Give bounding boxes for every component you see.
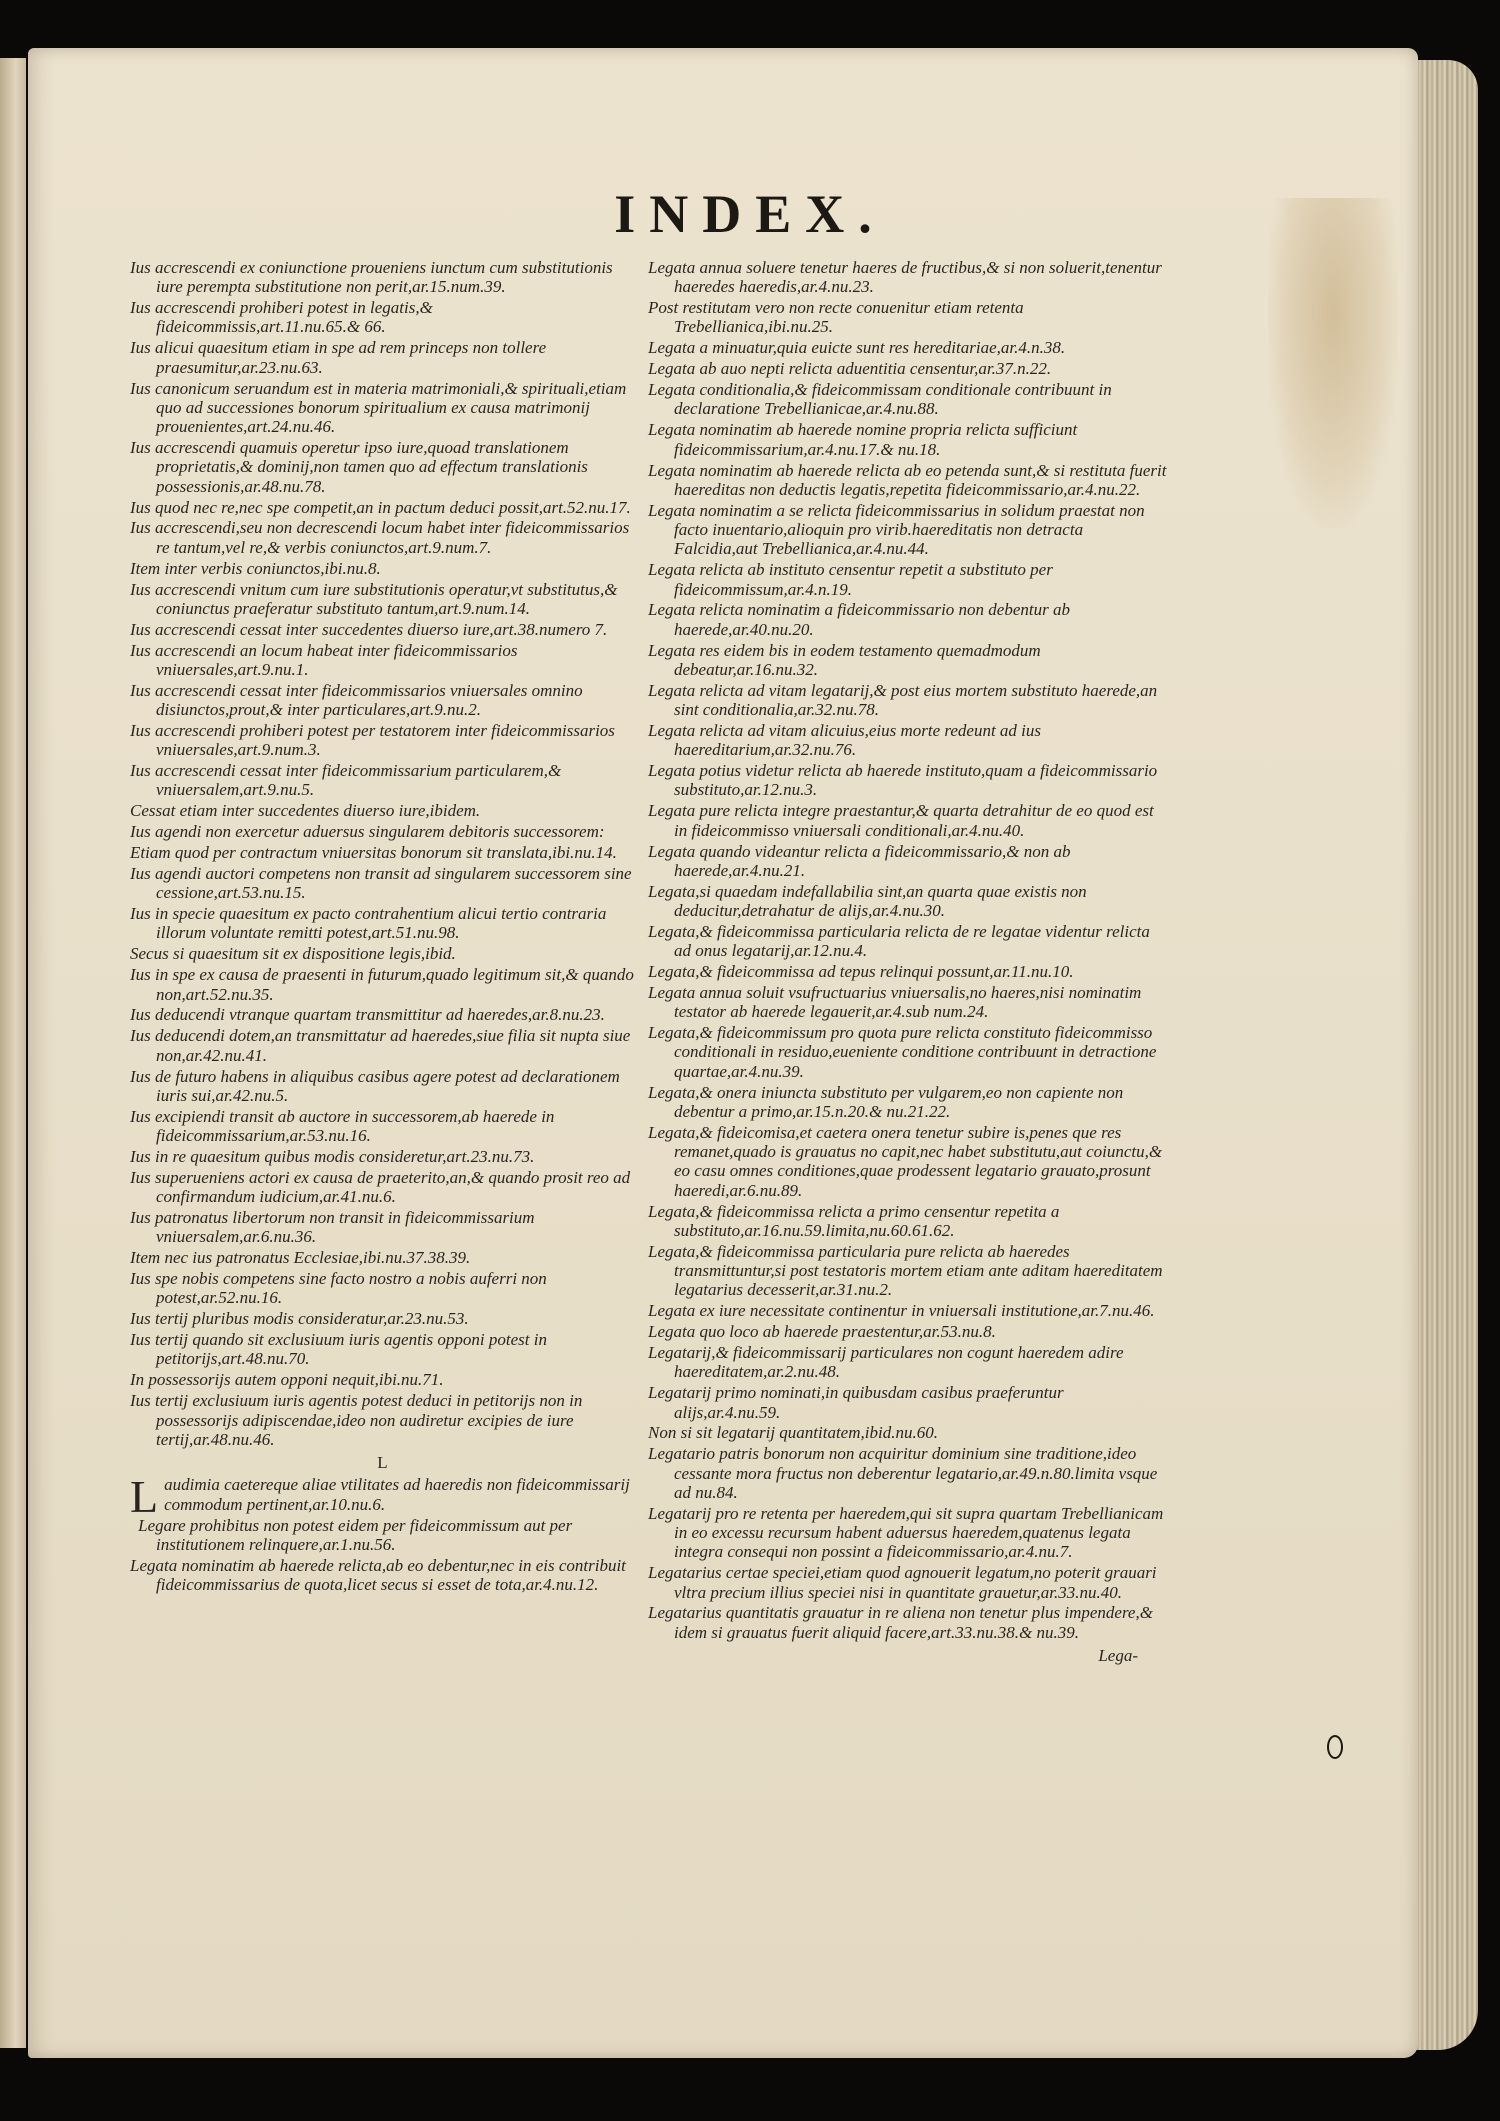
index-entry: Item nec ius patronatus Ecclesiae,ibi.nu.37.38.39.	[130, 1248, 471, 1268]
index-entry: Legata,si quaedam indefallabilia sint,an quarta quae existis non deducitur,detrahatur de alijs,ar.4.nu.30.	[648, 881, 1087, 920]
index-entry: Post restitutam vero non recte conuenitur etiam retenta Trebellianica,ibi.nu.25.	[648, 298, 1024, 337]
index-entry: Secus si quaesitum sit ex dispositione legis,ibid.	[130, 944, 456, 964]
index-entry: In possessorijs autem opponi nequit,ibi.nu.71.	[130, 1370, 444, 1390]
index-entry: Ius accrescendi cessat inter fideicommissarium particularem,& vniuersalem,art.9.nu.5.	[130, 761, 562, 800]
index-entry: Legata pure relicta integre praestantur,& quarta detrahitur de eo quod est in fideicommisso vniuersali conditionali,ar.4.nu.40.	[648, 801, 1154, 840]
dropcap-entry	[130, 1471, 635, 1523]
left-entries-after	[130, 1516, 635, 1595]
index-entry: Legare prohibitus non potest eidem per fideicommissum aut per institutionem relinquere,ar.1.nu.56.	[138, 1515, 573, 1554]
index-entry: Legata potius videtur relicta ab haerede instituto,quam a fideicommissario substituto,ar.12.nu.3.	[648, 761, 1158, 800]
index-entry: Ius superueniens actori ex causa de praeterito,an,& quando prosit reo ad confirmandum iudicium,ar.41.nu.6.	[130, 1167, 631, 1207]
index-entry: Ius accrescendi quamuis operetur ipso iure,quoad translationem proprietatis,& dominij,non tamen quo ad effectum translationis possessionis,ar.48.nu.78.	[130, 438, 588, 496]
index-entry: Legatarij pro re retenta per haeredem,qui sit supra quartam Trebellianicam in eo excessu recursum habent aduersus haeredem,quatenus legata integra consequi non possint a fideicommissario,ar.4.nu.7.	[648, 1503, 1164, 1562]
index-entry: Legata a minuatur,quia euicte sunt res hereditariae,ar.4.n.38.	[648, 338, 1066, 358]
index-entry: Cessat etiam inter succedentes diuerso iure,ibidem.	[130, 801, 481, 821]
index-entry: Legatarij,& fideicommissarij particulares non cogunt haeredem adire haereditatem,ar.2.nu.48.	[648, 1343, 1124, 1382]
index-entry: Ius deducendi vtranque quartam transmittitur ad haeredes,ar.8.nu.23.	[130, 1005, 605, 1025]
index-entry: Legata relicta ab instituto censentur repetit a substituto per fideicommissum,ar.4.n.19.	[648, 560, 1053, 599]
index-entry: Legatarij primo nominati,in quibusdam casibus praeferuntur alijs,ar.4.nu.59.	[648, 1383, 1064, 1422]
index-entry: Legata annua soluit vsufructuarius vniuersalis,no haeres,nisi nominatim testator ab haerede legauerit,ar.4.sub num.24.	[648, 982, 1142, 1022]
index-entry: Legata,& onera iniuncta substituto per vulgarem,eo non capiente non debentur a primo,ar.15.n.20.& nu.21.22.	[648, 1082, 1124, 1121]
paper-hole	[1327, 1735, 1343, 1759]
index-entry: Legata,& fideicommissum pro quota pure relicta constituto fideicommisso conditionali in residuo,eueniente conditione contribuunt in detractione quartae,ar.4.nu.39.	[648, 1023, 1157, 1081]
dropcap-entry-text: audimia caetereque aliae vtilitates ad haeredis non fideicommissarij commodum pertinent,ar.10.nu.6.	[164, 1475, 630, 1514]
index-entry: Ius alicui quaesitum etiam in spe ad rem princeps non tollere praesumitur,ar.23.nu.63.	[130, 338, 547, 377]
index-entry: Ius in specie quaesitum ex pacto contrahentium alicui tertio contraria illorum voluntate remitti potest,art.51.nu.98.	[130, 904, 607, 943]
index-entry: Legatarius certae speciei,etiam quod agnouerit legatum,no poterit grauari vltra precium illius speciei nisi in quantitate grauetur,ar.33.nu.40.	[648, 1563, 1157, 1602]
index-entry: Legata,& fideicommissa particularia pure relicta ab haeredes transmittuntur,si post testatoris mortem etiam ante aditam haereditatem legatarius decesserit,ar.31.nu.2.	[648, 1241, 1163, 1300]
index-entry: Etiam quod per contractum vniuersitas bonorum sit translata,ibi.nu.14.	[130, 843, 617, 863]
index-entry: Ius tertij exclusiuum iuris agentis potest deduci in petitorijs non in possessorijs adipiscendae,ideo non audiretur excipies de iure tertij,ar.48.nu.46.	[130, 1391, 583, 1449]
right-column	[648, 258, 1168, 1665]
index-entry: Ius deducendi dotem,an transmittatur ad haeredes,siue filia sit nupta siue non,ar.42.nu.41.	[130, 1026, 631, 1065]
index-entry: Legata quando videantur relicta a fideicommissario,& non ab haerede,ar.4.nu.21.	[648, 841, 1071, 880]
index-entry: Ius tertij quando sit exclusiuum iuris agentis opponi potest in petitorijs,art.48.nu.70.	[130, 1330, 547, 1369]
left-entries	[130, 258, 635, 1449]
index-entry: Legatarius quantitatis grauatur in re aliena non tenetur plus impendere,& idem si grauatus fuerit aliquid facere,art.33.nu.38.& nu.39.	[648, 1603, 1153, 1642]
header-title: INDEX.	[614, 184, 886, 244]
index-entry: Legata nominatim a se relicta fideicommissarius in solidum praestat non facto inuentario,alioquin pro virib.haereditatis non detracta Falcidia,aut Trebellianica,ar.4.nu.44.	[648, 500, 1145, 559]
left-column	[130, 258, 635, 1596]
index-entry: Legata relicta ad vitam alicuius,eius morte redeunt ad ius haereditarium,ar.32.nu.76.	[648, 720, 1042, 760]
index-entry: Legata,& fideicommissa relicta a primo censentur repetita a substituto,ar.16.nu.59.limita,nu.60.61.62.	[648, 1201, 1060, 1240]
index-entry: Legata ab auo nepti relicta aduentitia censentur,ar.37.n.22.	[648, 359, 1052, 379]
index-entry: Ius accrescendi ex coniunctione proueniens iunctum cum substitutionis iure perempta substitutione non perit,ar.15.num.39.	[130, 258, 613, 297]
index-entry: Legata nominatim ab haerede relicta,ab eo debentur,nec in eis contribuit fideicommissarius de quota,licet secus si esset de tota,ar.4.nu.12.	[130, 1555, 626, 1595]
index-entry: Legata relicta nominatim a fideicommissario non debentur ab haerede,ar.40.nu.20.	[648, 600, 1070, 639]
index-entry: Ius agendi auctori competens non transit ad singularem successorem sine cessione,art.53.nu.15.	[130, 864, 632, 903]
index-entry: Item inter verbis coniunctos,ibi.nu.8.	[130, 558, 381, 578]
index-entry: Ius de futuro habens in aliquibus casibus agere potest ad declarationem iuris sui,ar.42.nu.5.	[130, 1066, 620, 1105]
index-entry: Ius accrescendi prohiberi potest per testatorem inter fideicommissarios vniuersales,art.9.num.3.	[130, 720, 615, 760]
index-entry: Legata relicta ad vitam legatarij,& post eius mortem substituto haerede,an sint conditionalia,ar.32.nu.78.	[648, 680, 1158, 720]
index-entry: Legatario patris bonorum non acquiritur dominium sine traditione,ideo cessante mora fructus non deberentur legatario,ar.49.n.80.limita vsque ad nu.84.	[648, 1444, 1158, 1502]
index-entry: Ius accrescendi prohiberi potest in legatis,& fideicommissis,art.11.nu.65.& 66.	[130, 298, 433, 337]
index-entry: Ius accrescendi vnitum cum iure substitutionis operatur,vt substitutus,& coniunctus praeferatur substituto tantum,art.9.num.14.	[130, 579, 618, 618]
index-entry: Non si sit legatarij quantitatem,ibid.nu.60.	[648, 1423, 938, 1443]
index-entry: Ius in spe ex causa de praesenti in futurum,quado legitimum sit,& quando non,art.52.nu.35.	[130, 965, 634, 1004]
index-entry: Ius accrescendi,seu non decrescendi locum habet inter fideicommissarios re tantum,vel re,& verbis coniunctos,art.9.num.7.	[130, 518, 630, 557]
index-entry: Legata conditionalia,& fideicommissam conditionale contribuunt in declaratione Trebellianicae,ar.4.nu.88.	[648, 380, 1112, 419]
index-entry: Legata,& fideicommissa ad tepus relinqui possunt,ar.11.nu.10.	[648, 962, 1074, 982]
drop-cap: L	[130, 1471, 159, 1523]
index-entry: Ius accrescendi cessat inter succedentes diuerso iure,art.38.numero 7.	[130, 619, 608, 639]
previous-page-edge	[0, 58, 26, 2048]
page-header	[0, 183, 1500, 245]
index-entry: Legata nominatim ab haerede nomine propria relicta sufficiunt fideicommissarium,ar.4.nu.17.& nu.18.	[648, 420, 1078, 459]
index-entry: Ius excipiendi transit ab auctore in successorem,ab haerede in fideicommissarium,ar.53.nu.16.	[130, 1106, 555, 1146]
index-entry: Legata annua soluere tenetur haeres de fructibus,& si non soluerit,tenentur haeredes haeredis,ar.4.nu.23.	[648, 258, 1162, 297]
index-entry: Legata,& fideicomisa,et caetera onera tenetur subire is,penes que res remanet,quado is grauatus no capit,nec habet substitutu,aut coiunctu,& eo casu omnes conditiones,quae prodessent legatario grauato,prosunt haeredi,ar.6.nu.89.	[648, 1122, 1163, 1200]
index-entry: Ius patronatus libertorum non transit in fideicommissarium vniuersalem,ar.6.nu.36.	[130, 1207, 535, 1247]
index-entry: Legata ex iure necessitate continentur in vniuersali institutione,ar.7.nu.46.	[648, 1301, 1155, 1321]
index-entry: Ius canonicum seruandum est in materia matrimoniali,& spirituali,etiam quo ad successiones bonorum spiritualium ex causa matrimonij prouenientes,art.24.nu.46.	[130, 378, 627, 437]
index-entry: Ius accrescendi an locum habeat inter fideicommissarios vniuersales,art.9.nu.1.	[130, 640, 518, 679]
index-entry: Legata res eidem bis in eodem testamento quemadmodum debeatur,ar.16.nu.32.	[648, 640, 1041, 679]
index-entry: Legata,& fideicommissa particularia relicta de re legatae videntur relicta ad onus legatarij,ar.12.nu.4.	[648, 921, 1150, 961]
index-entry: Ius spe nobis competens sine facto nostro a nobis auferri non potest,ar.52.nu.16.	[130, 1269, 547, 1308]
index-entry: Legata nominatim ab haerede relicta ab eo petenda sunt,& si restituta fuerit haereditas non deductis legatis,repetita fideicommissario,ar.4.nu.22.	[648, 460, 1167, 499]
catchword: Lega-	[1098, 1646, 1138, 1666]
water-stain	[1268, 198, 1398, 528]
index-entry: Ius quod nec re,nec spe competit,an in pactum deduci possit,art.52.nu.17.	[130, 497, 631, 517]
index-entry: Ius tertij pluribus modis consideratur,ar.23.nu.53.	[130, 1309, 469, 1329]
letter-heading: L	[377, 1453, 388, 1473]
index-entry: Ius accrescendi cessat inter fideicommissarios vniuersales omnino disiunctos,prout,& inter particulares,art.9.nu.2.	[130, 680, 583, 720]
index-entry: Legata quo loco ab haerede praestentur,ar.53.nu.8.	[648, 1322, 996, 1342]
index-entry: Ius agendi non exercetur aduersus singularem debitoris successorem:	[130, 822, 605, 842]
right-entries	[648, 258, 1168, 1642]
index-entry: Ius in re quaesitum quibus modis consideretur,art.23.nu.73.	[130, 1146, 535, 1166]
